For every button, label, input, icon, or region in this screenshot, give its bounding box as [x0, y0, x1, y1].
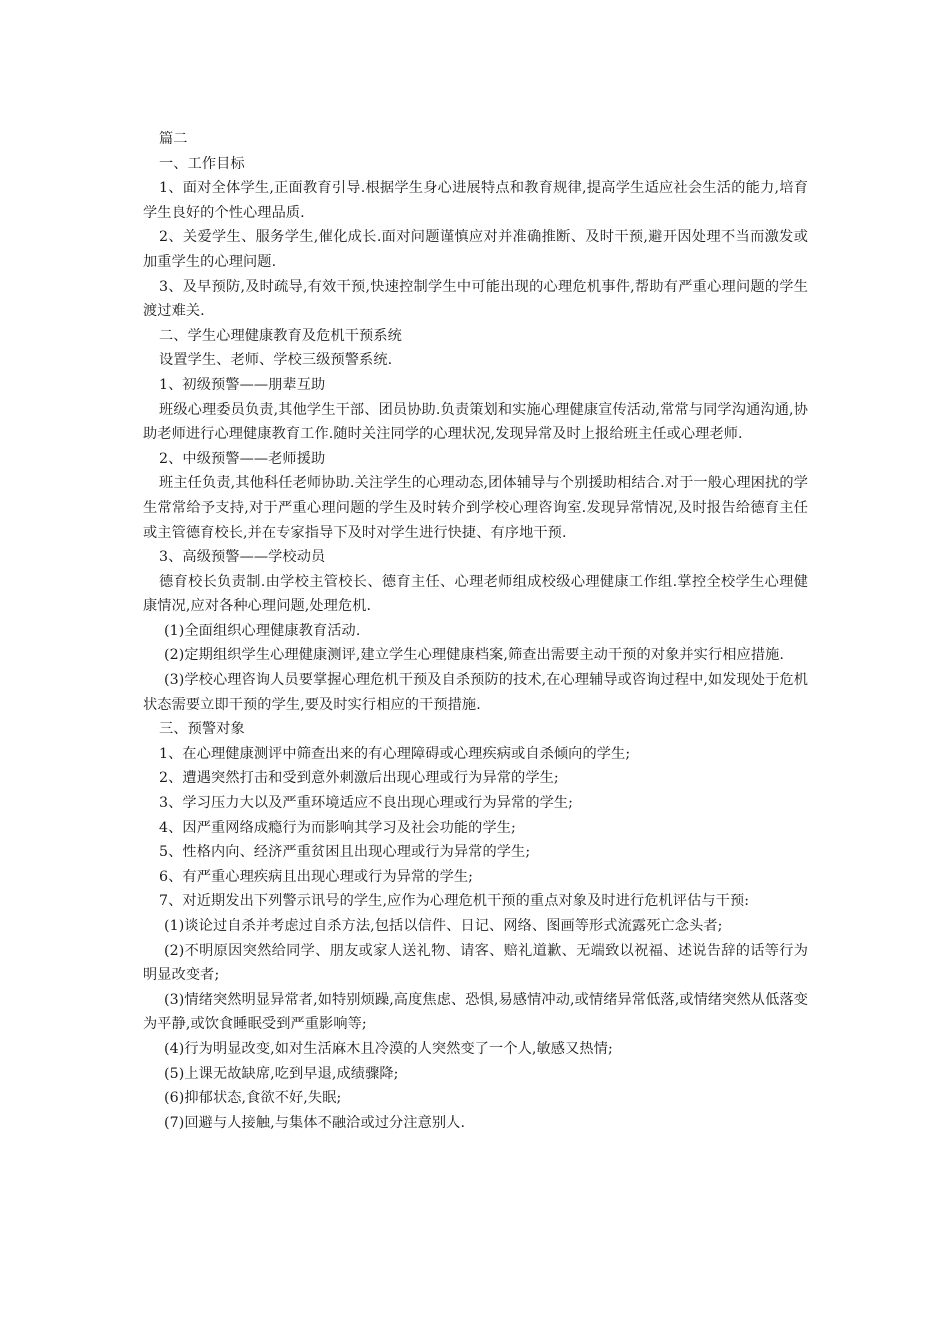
paragraph: (2)定期组织学生心理健康测评,建立学生心理健康档案,筛查出需要主动干预的对象并实行相应措施.	[164, 647, 785, 664]
paragraph: 2、关爱学生、服务学生,催化成长.面对问题谨慎应对并准确推断、及时干预,避开因处理不当而激发或加重学生的心理问题.	[143, 229, 808, 270]
paragraph: (2)不明原因突然给同学、朋友或家人送礼物、请客、赔礼道歉、无端致以祝福、述说告辞的话等行为明显改变者;	[143, 942, 808, 984]
paragraph: 3、高级预警——学校动员	[159, 549, 326, 566]
paragraph: 三、预警对象	[159, 721, 245, 738]
paragraph: 1、面对全体学生,正面教育引导.根据学生身心进展特点和教育规律,提高学生适应社会生活的能力,培育学生良好的个性心理品质.	[143, 180, 808, 221]
paragraph: 7、对近期发出下列警示讯号的学生,应作为心理危机干预的重点对象及时进行危机评估与干预:	[159, 893, 750, 910]
paragraph: 3、学习压力大以及严重环境适应不良出现心理或行为异常的学生;	[159, 795, 574, 812]
paragraph: (7)回避与人接触,与集体不融洽或过分注意别人.	[164, 1114, 466, 1131]
paragraph: (3)学校心理咨询人员要掌握心理危机干预及自杀预防的技术,在心理辅导或咨询过程中,如发现处于危机状态需要立即干预的学生,要及时实行相应的干预措施.	[143, 672, 808, 713]
paragraph: (6)抑郁状态,食欲不好,失眠;	[164, 1090, 342, 1107]
paragraph: 班级心理委员负责,其他学生干部、团员协助.负责策划和实施心理健康宣传活动,常常与同学沟通沟通,协助老师进行心理健康教育工作.随时关注同学的心理状况,发现异常及时上报给班主任或心理老师.	[143, 401, 808, 443]
paragraph: (5)上课无故缺席,吃到早退,成绩骤降;	[164, 1065, 399, 1082]
paragraph: 篇二	[159, 131, 188, 147]
paragraph: 德育校长负责制.由学校主管校长、德育主任、心理老师组成校级心理健康工作组.掌控全校学生心理健康情况,应对各种心理问题,处理危机.	[143, 573, 808, 615]
paragraph: 班主任负责,其他科任老师协助.关注学生的心理动态,团体辅导与个别援助相结合.对于一般心理困扰的学生常常给予支持,对于严重心理问题的学生及时转介到学校心理咨询室.发现异常情况,及时报告给德育主任或主管德育校长,并在专家指导下及时对学生进行快捷、有序地干预.	[143, 475, 808, 541]
paragraph: (1)谈论过自杀并考虑过自杀方法,包括以信件、日记、网络、图画等形式流露死亡念头者;	[164, 918, 723, 934]
paragraph: (4)行为明显改变,如对生活麻木且冷漠的人突然变了一个人,敏感又热情;	[164, 1040, 613, 1057]
paragraph: 一、工作目标	[159, 155, 245, 172]
paragraph: 4、因严重网络成瘾行为而影响其学习及社会功能的学生;	[159, 819, 516, 836]
paragraph: 5、性格内向、经济严重贫困且出现心理或行为异常的学生;	[159, 844, 531, 861]
paragraph: 3、及早预防,及时疏导,有效干预,快速控制学生中可能出现的心理危机事件,帮助有严重心理问题的学生渡过难关.	[143, 278, 808, 320]
paragraph: 设置学生、老师、学校三级预警系统.	[159, 352, 393, 369]
document-body	[143, 127, 808, 1135]
paragraph: 2、中级预警——老师援助	[159, 450, 326, 467]
paragraph: 二、学生心理健康教育及危机干预系统	[159, 327, 402, 344]
paragraph: (1)全面组织心理健康教育活动.	[164, 622, 361, 639]
paragraph: 2、遭遇突然打击和受到意外刺激后出现心理或行为异常的学生;	[159, 770, 559, 787]
paragraph: 6、有严重心理疾病且出现心理或行为异常的学生;	[159, 868, 474, 885]
paragraph: (3)情绪突然明显异常者,如特别烦躁,高度焦虑、恐惧,易感情冲动,或情绪异常低落,或情绪突然从低落变为平静,或饮食睡眠受到严重影响等;	[143, 991, 808, 1033]
paragraph: 1、初级预警——朋辈互助	[159, 376, 326, 393]
paragraph: 1、在心理健康测评中筛查出来的有心理障碍或心理疾病或自杀倾向的学生;	[159, 745, 631, 762]
